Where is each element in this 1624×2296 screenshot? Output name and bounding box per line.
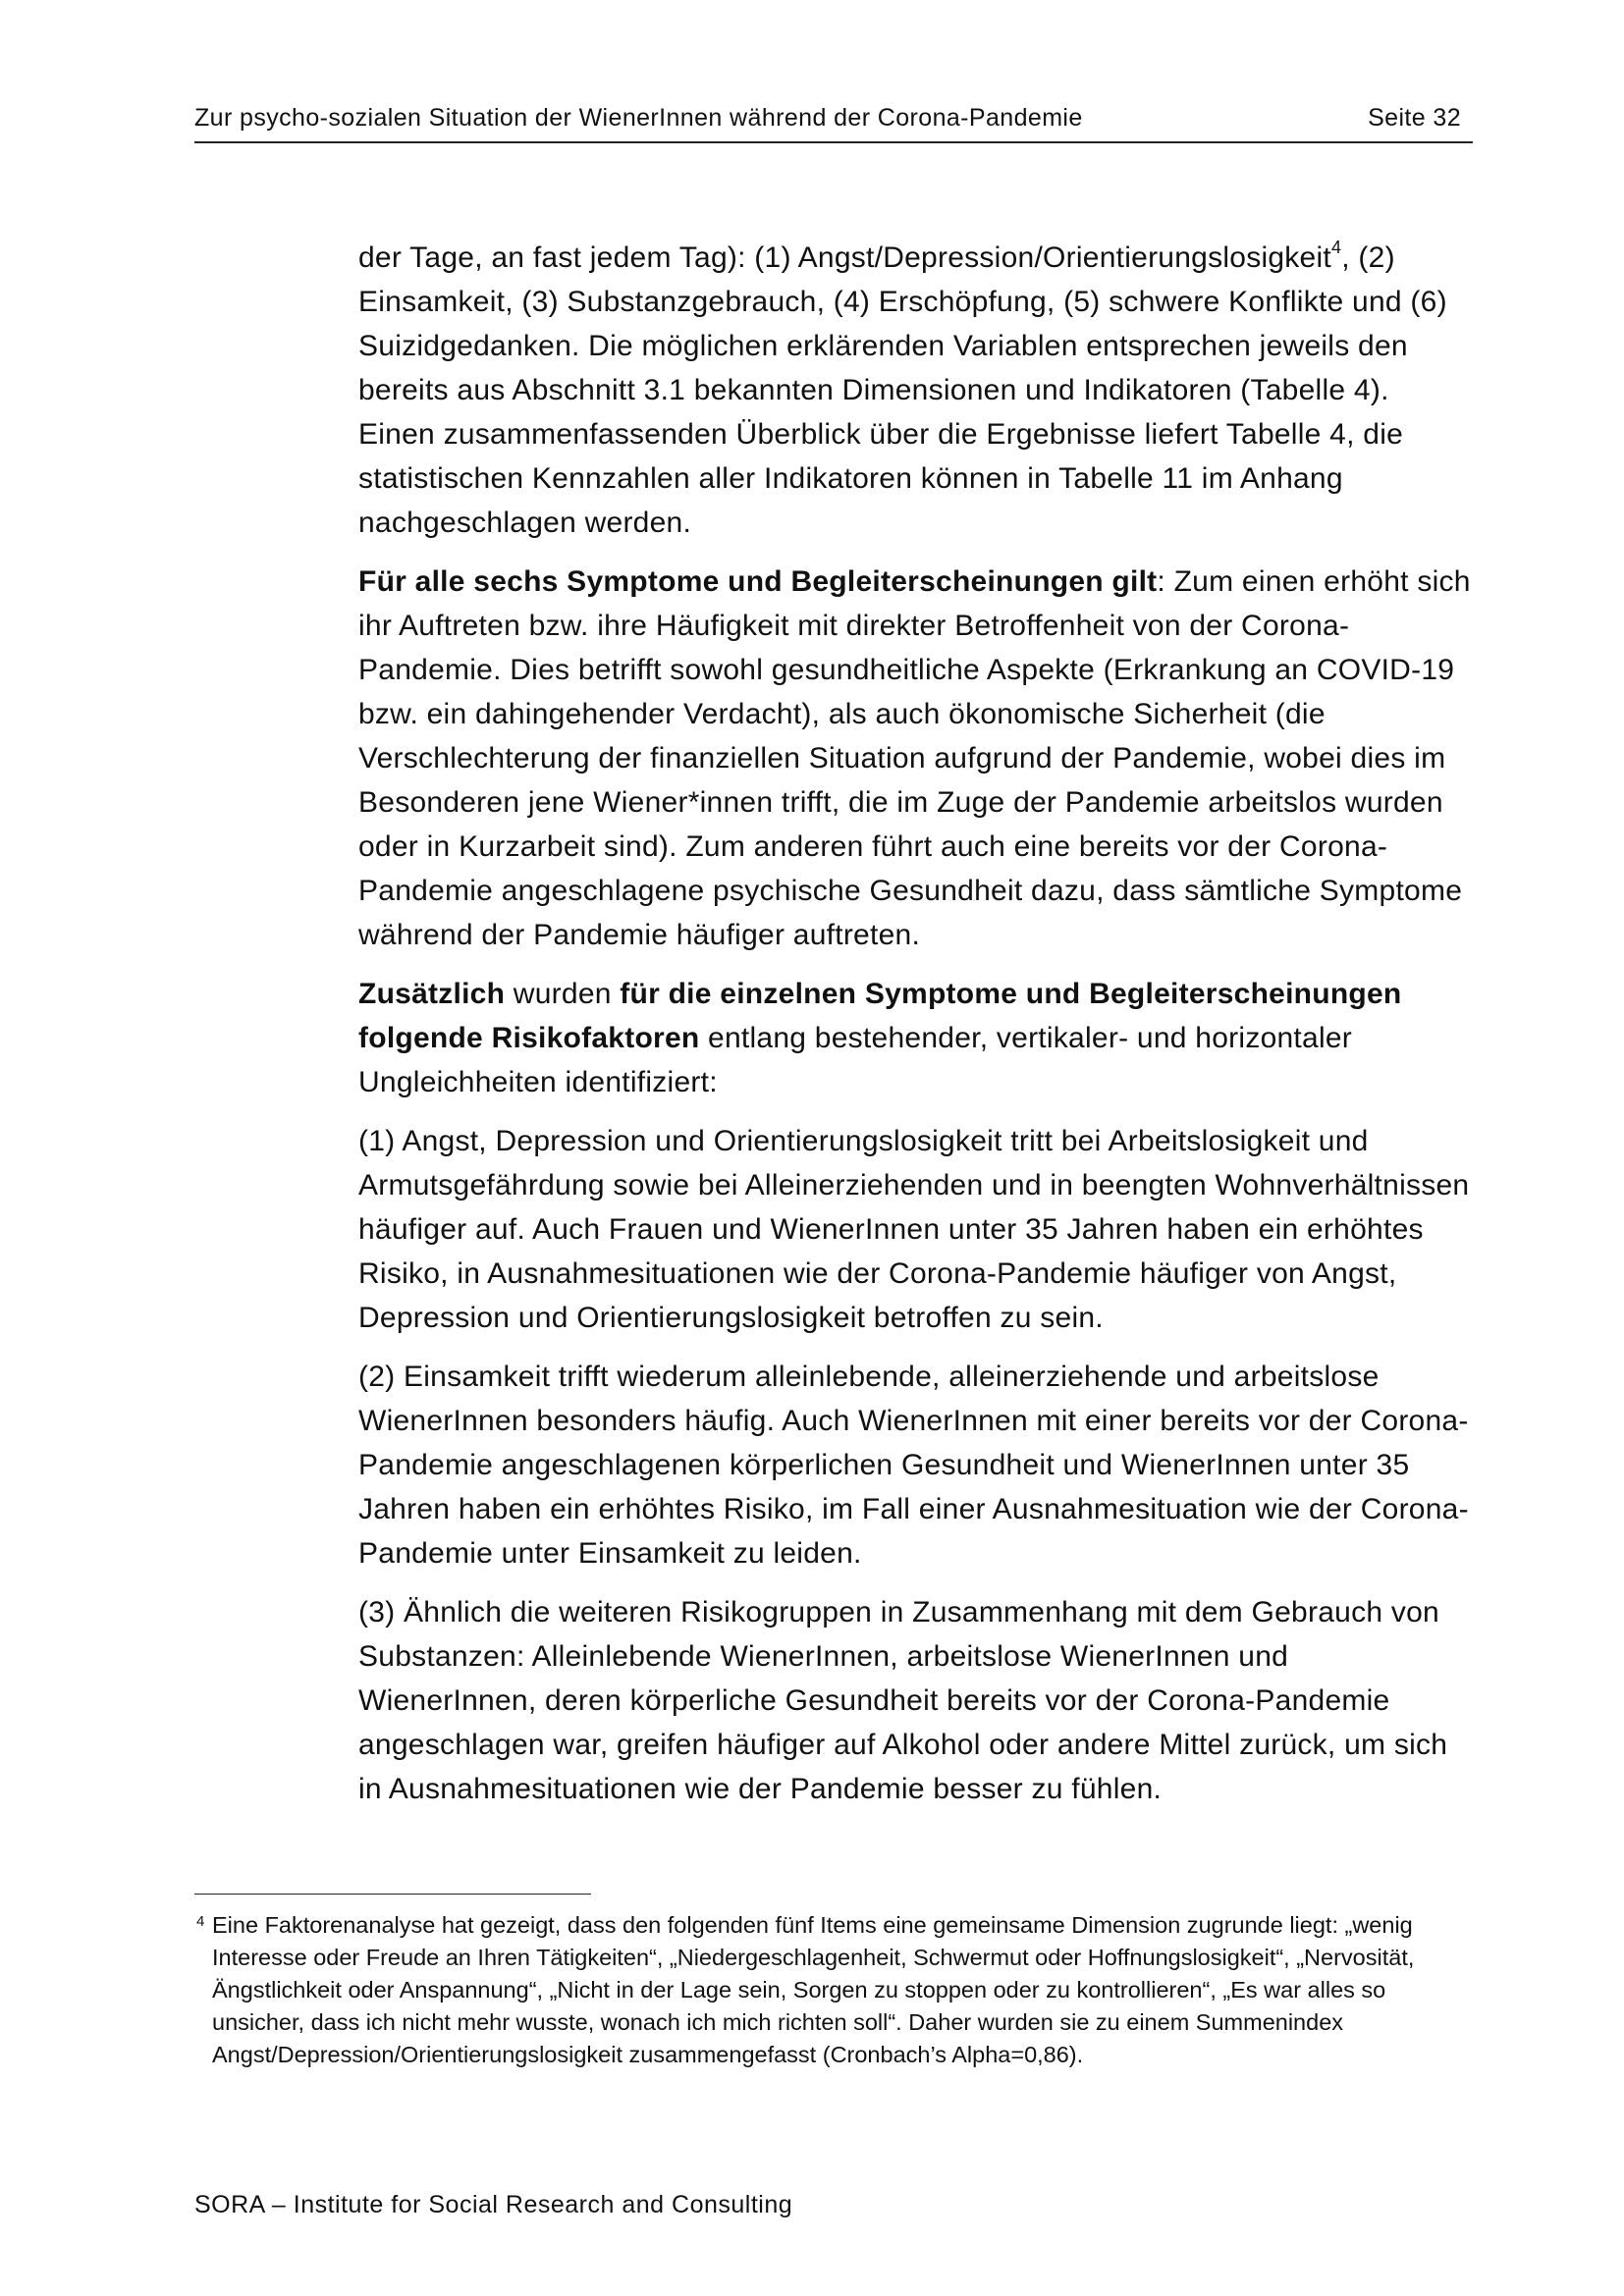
all-symptoms-text: : Zum einen erhöht sich ihr Auftreten bzw. ihre Häufigkeit mit direkter Betroffenheit von der Corona-Pandemie. Dies betrifft sowohl gesundheitliche Aspekte (Erkrankung an COVID-19 bzw. ein dahingehender Verdacht), als auch ökonomische Sicherheit (die Verschlechterung der finanziellen Situation aufgrund der Pandemie, wobei dies im Besonderen jene Wiener*innen trifft, die im Zuge der Pandemie arbeitslos wurden oder in Kurzarbeit sind). Zum anderen führt auch eine bereits vor der Corona-Pandemie angeschlagene psychische Gesundheit dazu, dass sämtliche Symptome während der Pandemie häufiger auftreten. <box>358 565 1471 951</box>
footnote-separator <box>194 1894 591 1895</box>
paragraph-anxiety-depression: (1) Angst, Depression und Orientierungslosigkeit tritt bei Arbeitslosigkeit und Armutsgefährdung sowie bei Alleinerziehenden und in beengten Wohnverhältnissen häufiger auf. Auch Frauen und WienerInnen unter 35 Jahren haben ein erhöhtes Risiko, in Ausnahmesituationen wie der Corona-Pandemie häufiger von Angst, Depression und Orientierungslosigkeit betroffen zu sein. <box>358 1125 1470 1334</box>
bold-risk-factors: für die einzelnen Symptome und Begleiterscheinungen folgende Risikofaktoren <box>358 978 1402 1054</box>
footnote-mark: 4 <box>196 1913 205 1930</box>
risk-text-2: entlang bestehender, vertikaler- und horizontaler Ungleichheiten identifiziert: <box>358 1022 1353 1098</box>
paragraph-intro <box>358 236 1473 545</box>
running-title: Zur psycho-sozialen Situation der WienerInnen während der Corona-Pandemie <box>194 104 1083 132</box>
risk-text-1: wurden <box>505 978 621 1010</box>
paragraph-substance-use: (3) Ähnlich die weiteren Risikogruppen in Zusammenhang mit dem Gebrauch von Substanzen: Alleinlebende WienerInnen, arbeitslose WienerInnen und WienerInnen, deren körperliche Gesundheit bereits vor der Corona-Pandemie angeschlagen war, greifen häufiger auf Alkohol oder andere Mittel zurück, um sich in Ausnahmesituationen wie der Pandemie besser zu fühlen. <box>358 1596 1448 1805</box>
main-text <box>358 236 1473 1826</box>
intro-text-end: , (2) Einsamkeit, (3) Substanzgebrauch, (4) Erschöpfung, (5) schwere Konflikte und (6) Suizidgedanken. Die möglichen erklärenden Variablen entsprechen jeweils den bereits aus Abschnitt 3.1 bekannten Dimensionen und Indikatoren (Tabelle 4). Einen zusammenfassenden Überblick über die Ergebnisse liefert Tabelle 4, die statistischen Kennzahlen aller Indikatoren können in Tabelle 11 im Anhang nachgeschlagen werden. <box>358 241 1447 539</box>
paragraph-loneliness: (2) Einsamkeit trifft wiederum alleinlebende, alleinerziehende und arbeitslose WienerInnen besonders häufig. Auch WienerInnen mit einer bereits vor der Corona-Pandemie angeschlagenen körperlichen Gesundheit und WienerInnen unter 35 Jahren haben ein erhöhtes Risiko, im Fall einer Ausnahmesituation wie der Corona-Pandemie unter Einsamkeit zu leiden. <box>358 1361 1469 1570</box>
bold-lead-all-symptoms: Für alle sechs Symptome und Begleiterscheinungen gilt <box>358 565 1158 598</box>
footnote-reference[interactable]: 4 <box>1331 238 1342 257</box>
footnote <box>196 1909 1459 2071</box>
paragraph-all-symptoms <box>358 560 1473 957</box>
page-number: Seite 32 <box>1368 104 1461 132</box>
page-header <box>194 102 1473 143</box>
footnote-text: Eine Faktorenanalyse hat gezeigt, dass den folgenden fünf Items eine gemeinsame Dimension zugrunde liegt: „wenig Interesse oder Freude an Ihren Tätigkeiten“, „Niedergeschlagenheit, Schwermut oder Hoffnungslosigkeit“, „Nervosität, Ängstlichkeit oder Anspannung“, „Nicht in der Lage sein, Sorgen zu stoppen oder zu kontrollieren“, „Es war alles so unsicher, dass ich nicht mehr wusste, wonach ich mich richten soll“. Daher wurden sie zu einem Summenindex Angst/Depression/Orientierungslosigkeit zusammengefasst (Cronbach’s Alpha=0,86). <box>212 1912 1415 2067</box>
bold-additionally: Zusätzlich <box>358 978 506 1010</box>
paragraph-risk-factors <box>358 972 1473 1104</box>
page-footer: SORA – Institute for Social Research and Consulting <box>194 2191 793 2218</box>
intro-text-start: der Tage, an fast jedem Tag): (1) Angst/Depression/Orientierungslosigkeit <box>358 241 1331 274</box>
